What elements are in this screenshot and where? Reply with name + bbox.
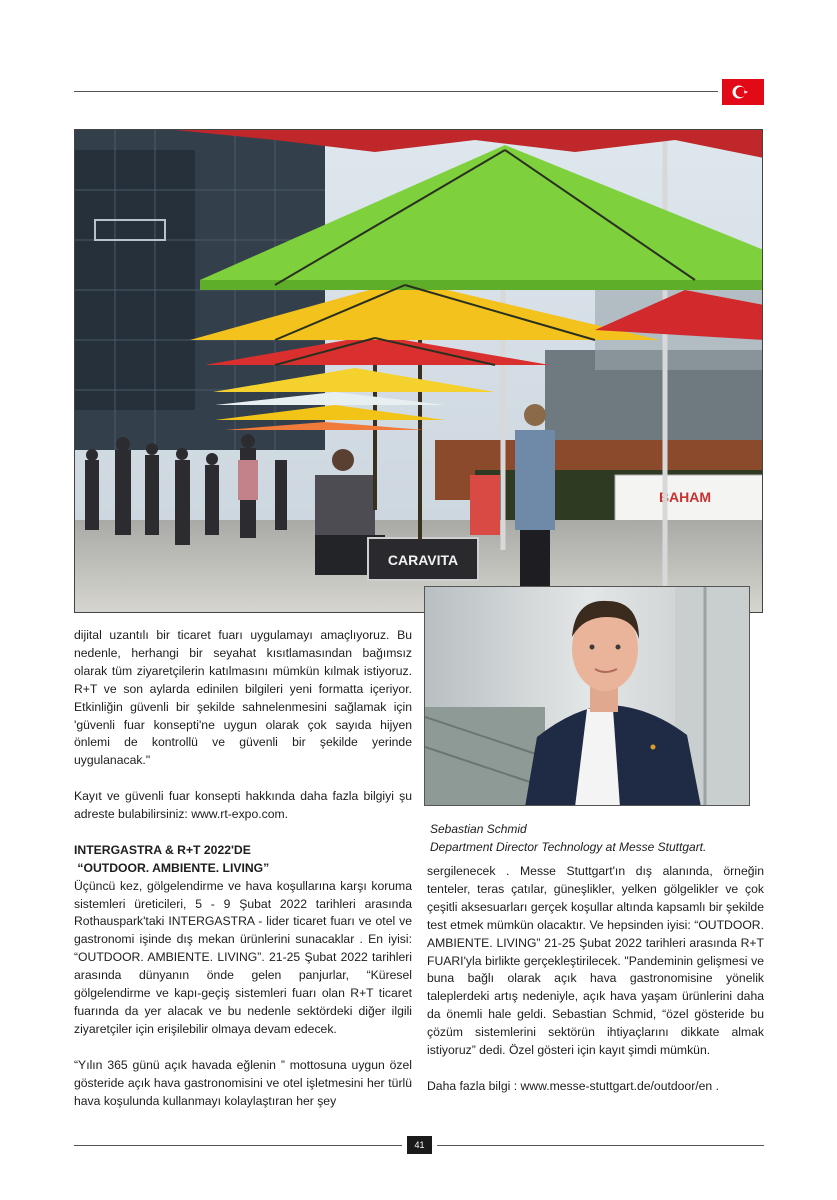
right-column — [427, 863, 764, 1096]
section-heading — [74, 842, 412, 878]
caravita-sign: CARAVITA — [387, 552, 459, 568]
right-paragraph-2: Daha fazla bilgi : www.messe-stuttgart.de/outdoor/en . — [427, 1078, 719, 1093]
footer-rule-left — [74, 1145, 402, 1146]
left-column — [74, 627, 412, 1110]
left-paragraph-4: “Yılın 365 günü açık havada eğlenin ” mottosuna uygun özel gösteride açık hava gastronomisini ve otel işletmesini her türlü hava koşulunda kullanmayı kolaylaştıran her şey — [74, 1057, 412, 1108]
right-paragraph-1: sergilenecek . Messe Stuttgart'ın dış alanında, örneğin tenteler, teras çatılar, güneşlikler, yelken gölgelikler ve çok çeşitli aksesuarları gerçek koşullar altında kapsamlı bir şekilde test etmek mümkün olacaktır. Ve hepsinden iyisi: “OUTDOOR. AMBIENTE. LIVING” 21-25 Şubat 2022 tarihleri arasında R+T FUARI'yla birlikte gerçekleştirilecek. "Pandeminin gelişmesi ve buna bağlı olarak açık hava gastronomisine yönelik taleplerdeki artış nedeniyle, açık hava yaşam ürünlerini daha da önemli hale geldi. Sebastian Schmid, “özel gösteride bu çözüm sistemlerini sektörün ihtiyaçlarını dikkate almak istiyoruz” dedi. Özel gösteri için kayıt şimdi mümkün. — [427, 864, 764, 1058]
caption-title: Department Director Technology at Messe Stuttgart. — [430, 840, 707, 854]
section-heading-line-1: INTERGASTRA & R+T 2022'DE — [74, 842, 251, 857]
footer-rule-right — [437, 1145, 764, 1146]
banner-text: BAHAM — [658, 489, 712, 505]
turkey-flag-icon — [722, 79, 764, 105]
left-paragraph-2: Kayıt ve güvenli fuar konsepti hakkında daha fazla bilgiyi şu adreste bulabilirsiniz: www.rt-expo.com. — [74, 789, 412, 822]
portrait-photo — [424, 586, 750, 806]
section-heading-line-2: “OUTDOOR. AMBIENTE. LIVING” — [74, 860, 270, 875]
umbrella-fair-photo — [74, 129, 763, 613]
left-paragraph-3: Üçüncü kez, gölgelendirme ve hava koşullarına karşı koruma sistemleri üreticileri, 5 - 9 Şubat 2022 tarihleri arasında Rothauspark'taki INTERGASTRA - lider ticaret fuarı ve otel ve gastronomi işinde dış mekan ürünlerini sunacaklar . En iyisi: “OUTDOOR. AMBIENTE. LIVING”. 21-25 Şubat 2022 tarihleri arasında dünyanın önde gelen panjurlar, “Küresel gölgelendirme ve kapı-geçiş sistemleri fuarı olan R+T ticaret fuarında da yer alacak ve bu nedenle sektördeki diğer ilgili ziyaretçiler için erişilebilir olmaya devam edecek. — [74, 878, 412, 1036]
left-paragraph-1: dijital uzantılı bir ticaret fuarı uygulamayı amaçlıyoruz. Bu nedenle, herhangi bir seyahat kısıtlamasından bağımsız olarak tüm ziyaretçilerin katılmasını mümkün kılmak istiyoruz. R+T ve son aylarda edinilen bilgileri yeni formatta içeriyor. Etkinliğin güvenli bir şekilde sahnelenmesini sağlamak için 'güvenli fuar konsepti'ne uygun olarak çok sayıda hijyen önlemi de kontrollü ve güvenli bir şekilde yerinde uygulanacak." — [74, 628, 412, 768]
photo-caption — [430, 820, 760, 856]
header-rule — [74, 91, 718, 92]
page-number: 41 — [407, 1136, 432, 1154]
caption-name: Sebastian Schmid — [430, 822, 527, 836]
